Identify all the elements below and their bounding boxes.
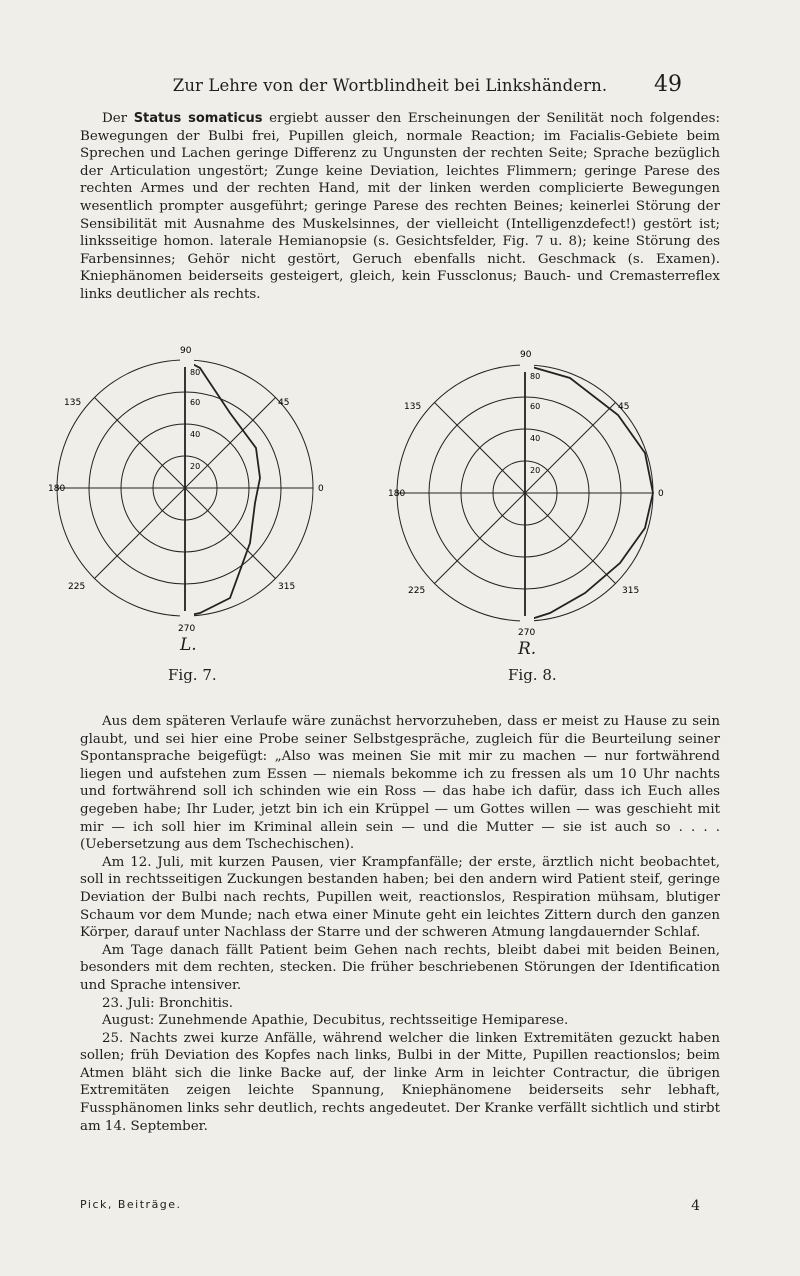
body-paragraph-3: Am Tage danach fällt Patient beim Gehen nach rechts, bleibt dabei mit beiden Beinen, besonders mit dem rechten, stecken. Die früher beschriebenen Störungen der Identification und Sprache intensiver. <box>80 942 720 993</box>
angle-label-315: 315 <box>622 586 640 596</box>
body-paragraph-2: Am 12. Juli, mit kurzen Pausen, vier Krampfanfälle; der erste, ärztlich nicht beobachtet, soll in rechtsseitigen Zuckungen bestanden haben; bei den andern wird Patient steif, geringe Deviation der Bulbi nach rechts, Pupillen weit, reactionslos, Respiration mühsam, blutiger Schaum vor dem Munde; nach etwa einer Minute geht ein leichtes Zittern durch den ganzen Körper, darauf unter Nachlass der Starre und der schweren Atmung langdauernder Schlaf. <box>80 854 720 941</box>
angle-label-180: 180 <box>388 489 406 499</box>
angle-label-0: 0 <box>318 484 324 494</box>
ring-label-20: 20 <box>190 462 201 471</box>
body-paragraph-4: 23. Juli: Bronchitis. <box>102 995 234 1011</box>
figure-7-caption: Fig. 7. <box>168 666 217 684</box>
ring-label-80: 80 <box>190 368 201 377</box>
angle-label-90: 90 <box>180 346 192 356</box>
angle-label-180: 180 <box>48 484 66 494</box>
ring-label-40: 40 <box>190 430 201 439</box>
angle-label-135: 135 <box>64 398 82 408</box>
status-heading: Status somaticus <box>133 111 263 126</box>
running-title: Zur Lehre von der Wortblindheit bei Linkshändern. <box>172 76 608 95</box>
angle-label-45: 45 <box>618 402 630 412</box>
status-lead: Der <box>102 111 134 126</box>
body-paragraph-5: August: Zunehmende Apathie, Decubitus, rechtsseitige Hemiparese. <box>102 1013 569 1029</box>
angle-label-135: 135 <box>404 402 422 412</box>
figure-8 <box>388 343 680 659</box>
eye-label-right: R. <box>518 639 537 659</box>
visual-field-chart-right <box>390 343 680 643</box>
body-paragraph-6: 25. Nachts zwei kurze Anfälle, während welcher die linken Extremitäten gezuckt haben sollen; früh Deviation des Kopfes nach links, Bulbi in der Mitte, Pupillen reactionslos; beim Atmen bläht sich die linke Backe auf, der linke Arm in leichter Contractur, die übrigen Extremitäten zeigen leichte Spannung, Kniephänomene beiderseits sehr lebhaft, Fussphänomen links sehr deutlich, rechts angedeutet. Der Kranke verfällt sichtlich und stirbt am 14. September. <box>80 1030 720 1134</box>
status-paragraph <box>80 110 720 304</box>
angle-label-315: 315 <box>278 582 296 592</box>
ring-label-80: 80 <box>530 372 541 381</box>
angle-label-0: 0 <box>658 489 664 499</box>
figures <box>0 343 800 693</box>
footer-signature: Pick, Beiträge. <box>80 1198 182 1211</box>
status-text: ergiebt ausser den Erscheinungen der Senilität noch folgendes: Bewegungen der Bulbi frei, Pupillen gleich, normale Reaction; im Facialis-Gebiete beim Sprechen und Lachen geringe Differenz zu Ungunsten der rechten Seite; Sprache bezüglich der Articulation ungestört; Zunge keine Deviation, leichtes Flimmern; geringe Parese des rechten Armes und der rechten Hand, mit der linken werden complicierte Bewegungen wesentlich prompter ausgeführt; geringe Parese des rechten Beines; keinerlei Störung der Sensibilität mit Ausnahme des Muskelsinnes, der vielleicht (Intelligenzdefect!) gestört ist; linksseitige homon. laterale Hemianopsie (s. Gesichtsfelder, Fig. 7 u. 8); keine Störung des Farbensinnes; Gehör nicht gestört, Geruch ebenfalls nicht. Geschmack (s. Examen). Kniephänomen beiderseits gesteigert, gleich, kein Fussclonus; Bauch- und Cremasterreflex links deutlicher als rechts. <box>80 111 720 302</box>
angle-label-225: 225 <box>68 582 86 592</box>
page-number: 49 <box>654 72 682 97</box>
angle-label-270: 270 <box>178 624 196 634</box>
footer-sheet-number: 4 <box>691 1198 700 1214</box>
visual-field-chart-left <box>50 343 340 643</box>
ring-label-40: 40 <box>530 434 541 443</box>
ring-label-60: 60 <box>190 398 201 407</box>
angle-label-225: 225 <box>408 586 426 596</box>
body-paragraph-1: Aus dem späteren Verlaufe wäre zunächst hervorzuheben, dass er meist zu Hause zu sein glaubt, und sei hier eine Probe seiner Selbstgespräche, zugleich für die Beurteilung seiner Spontansprache beigefügt: „Also was meinen Sie mit mir zu machen — nur fortwährend liegen und aufstehen zum Essen — niemals bekomme ich zu fressen als um 10 Uhr nachts und fortwährend soll ich schinden wie ein Ross — das habe ich dafür, dass ich Euch alles gegeben habe; Ihr Luder, jetzt bin ich ein Krüppel — um Gottes willen — was geschieht mit mir — ich soll hier im Kriminal allein sein — und die Mutter — sie ist auch so . . . . (Uebersetzung aus dem Tschechischen). <box>80 714 720 853</box>
body-text <box>80 713 720 1135</box>
angle-label-90: 90 <box>520 350 532 360</box>
angle-label-270: 270 <box>518 628 536 638</box>
angle-label-45: 45 <box>278 398 290 408</box>
figure-7 <box>48 343 340 655</box>
eye-label-left: L. <box>180 635 197 655</box>
running-header <box>110 72 682 100</box>
figure-8-caption: Fig. 8. <box>508 666 557 684</box>
ring-label-20: 20 <box>530 466 541 475</box>
ring-label-60: 60 <box>530 402 541 411</box>
